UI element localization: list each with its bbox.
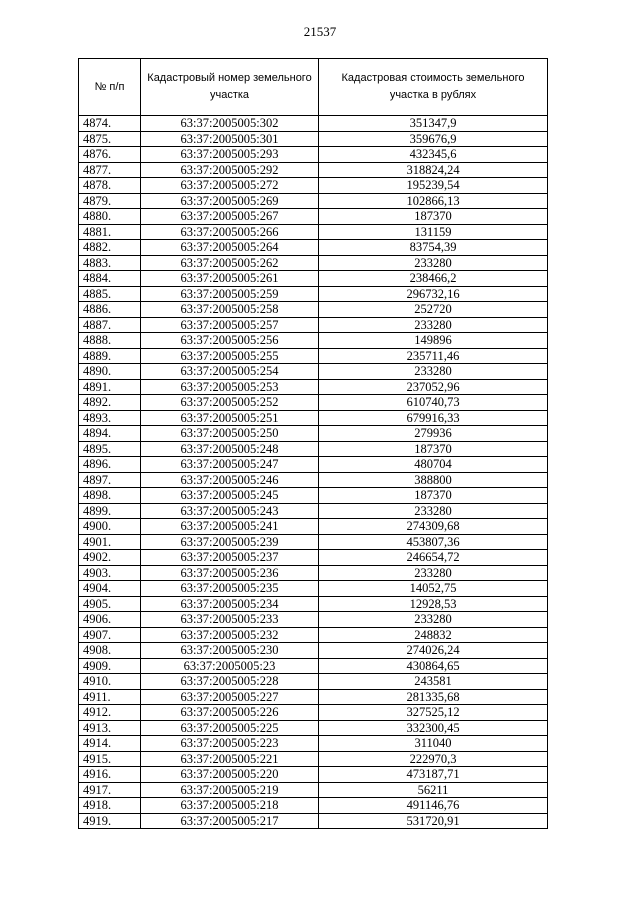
cadastral-value: 12928,53: [319, 596, 548, 612]
cadastral-number: 63:37:2005005:217: [141, 813, 319, 829]
cadastral-value: 243581: [319, 674, 548, 690]
table-header-row: [79, 59, 548, 116]
row-number: 4882.: [79, 240, 141, 256]
cadastral-number: 63:37:2005005:221: [141, 751, 319, 767]
row-number: 4919.: [79, 813, 141, 829]
row-number: 4888.: [79, 333, 141, 349]
cadastral-number: 63:37:2005005:253: [141, 379, 319, 395]
row-number: 4896.: [79, 457, 141, 473]
table-row: [79, 255, 548, 271]
cadastral-number: 63:37:2005005:246: [141, 472, 319, 488]
table-row: [79, 519, 548, 535]
cadastral-table: [78, 58, 548, 829]
table-row: [79, 395, 548, 411]
table-row: [79, 302, 548, 318]
table-row: [79, 767, 548, 783]
cadastral-value: 246654,72: [319, 550, 548, 566]
header-cadastral-number: Кадастровый номер земельного участка: [141, 59, 319, 116]
table-row: [79, 798, 548, 814]
table-row: [79, 581, 548, 597]
cadastral-number: 63:37:2005005:292: [141, 162, 319, 178]
table-row: [79, 705, 548, 721]
cadastral-number: 63:37:2005005:23: [141, 658, 319, 674]
row-number: 4878.: [79, 178, 141, 194]
row-number: 4881.: [79, 224, 141, 240]
table-row: [79, 596, 548, 612]
row-number: 4895.: [79, 441, 141, 457]
cadastral-value: 430864,65: [319, 658, 548, 674]
row-number: 4911.: [79, 689, 141, 705]
cadastral-value: 279936: [319, 426, 548, 442]
cadastral-number: 63:37:2005005:233: [141, 612, 319, 628]
table-row: [79, 286, 548, 302]
table-row: [79, 209, 548, 225]
cadastral-number: 63:37:2005005:228: [141, 674, 319, 690]
row-number: 4913.: [79, 720, 141, 736]
row-number: 4909.: [79, 658, 141, 674]
cadastral-number: 63:37:2005005:225: [141, 720, 319, 736]
cadastral-number: 63:37:2005005:241: [141, 519, 319, 535]
table-row: [79, 736, 548, 752]
cadastral-number: 63:37:2005005:247: [141, 457, 319, 473]
row-number: 4877.: [79, 162, 141, 178]
cadastral-value: 327525,12: [319, 705, 548, 721]
cadastral-number: 63:37:2005005:301: [141, 131, 319, 147]
cadastral-value: 311040: [319, 736, 548, 752]
cadastral-value: 233280: [319, 255, 548, 271]
cadastral-number: 63:37:2005005:236: [141, 565, 319, 581]
cadastral-value: 432345,6: [319, 147, 548, 163]
row-number: 4876.: [79, 147, 141, 163]
cadastral-number: 63:37:2005005:262: [141, 255, 319, 271]
row-number: 4886.: [79, 302, 141, 318]
cadastral-number: 63:37:2005005:220: [141, 767, 319, 783]
cadastral-value: 296732,16: [319, 286, 548, 302]
row-number: 4891.: [79, 379, 141, 395]
row-number: 4900.: [79, 519, 141, 535]
cadastral-value: 238466,2: [319, 271, 548, 287]
cadastral-value: 233280: [319, 364, 548, 380]
row-number: 4893.: [79, 410, 141, 426]
cadastral-number: 63:37:2005005:248: [141, 441, 319, 457]
cadastral-number: 63:37:2005005:266: [141, 224, 319, 240]
cadastral-value: 610740,73: [319, 395, 548, 411]
row-number: 4898.: [79, 488, 141, 504]
row-number: 4912.: [79, 705, 141, 721]
cadastral-value: 679916,33: [319, 410, 548, 426]
table-body: [79, 116, 548, 829]
cadastral-value: 318824,24: [319, 162, 548, 178]
cadastral-number: 63:37:2005005:257: [141, 317, 319, 333]
cadastral-number: 63:37:2005005:252: [141, 395, 319, 411]
row-number: 4894.: [79, 426, 141, 442]
row-number: 4903.: [79, 565, 141, 581]
cadastral-value: 187370: [319, 209, 548, 225]
cadastral-number: 63:37:2005005:293: [141, 147, 319, 163]
cadastral-number: 63:37:2005005:267: [141, 209, 319, 225]
cadastral-value: 233280: [319, 317, 548, 333]
table-row: [79, 426, 548, 442]
table-row: [79, 224, 548, 240]
table-row: [79, 658, 548, 674]
cadastral-number: 63:37:2005005:302: [141, 116, 319, 132]
table-row: [79, 534, 548, 550]
row-number: 4880.: [79, 209, 141, 225]
row-number: 4884.: [79, 271, 141, 287]
table-row: [79, 813, 548, 829]
row-number: 4917.: [79, 782, 141, 798]
cadastral-number: 63:37:2005005:250: [141, 426, 319, 442]
table-row: [79, 674, 548, 690]
cadastral-value: 195239,54: [319, 178, 548, 194]
cadastral-number: 63:37:2005005:245: [141, 488, 319, 504]
table-row: [79, 131, 548, 147]
cadastral-value: 237052,96: [319, 379, 548, 395]
page-number: 21537: [303, 24, 337, 39]
row-number: 4887.: [79, 317, 141, 333]
table-row: [79, 689, 548, 705]
row-number: 4879.: [79, 193, 141, 209]
cadastral-value: 248832: [319, 627, 548, 643]
table-row: [79, 333, 548, 349]
table-row: [79, 782, 548, 798]
table-row: [79, 271, 548, 287]
cadastral-number: 63:37:2005005:234: [141, 596, 319, 612]
cadastral-number: 63:37:2005005:261: [141, 271, 319, 287]
cadastral-number: 63:37:2005005:259: [141, 286, 319, 302]
table-row: [79, 565, 548, 581]
cadastral-number: 63:37:2005005:219: [141, 782, 319, 798]
header-number: № п/п: [79, 59, 141, 116]
table-row: [79, 162, 548, 178]
cadastral-number: 63:37:2005005:223: [141, 736, 319, 752]
cadastral-number: 63:37:2005005:243: [141, 503, 319, 519]
row-number: 4906.: [79, 612, 141, 628]
cadastral-value: 274309,68: [319, 519, 548, 535]
table-row: [79, 364, 548, 380]
cadastral-value: 131159: [319, 224, 548, 240]
cadastral-value: 491146,76: [319, 798, 548, 814]
row-number: 4918.: [79, 798, 141, 814]
cadastral-value: 252720: [319, 302, 548, 318]
row-number: 4905.: [79, 596, 141, 612]
table-row: [79, 116, 548, 132]
table-row: [79, 348, 548, 364]
table-row: [79, 178, 548, 194]
cadastral-value: 233280: [319, 612, 548, 628]
cadastral-value: 473187,71: [319, 767, 548, 783]
cadastral-number: 63:37:2005005:227: [141, 689, 319, 705]
cadastral-number: 63:37:2005005:218: [141, 798, 319, 814]
table-row: [79, 612, 548, 628]
cadastral-value: 56211: [319, 782, 548, 798]
table-row: [79, 720, 548, 736]
cadastral-number: 63:37:2005005:264: [141, 240, 319, 256]
row-number: 4908.: [79, 643, 141, 659]
row-number: 4914.: [79, 736, 141, 752]
table-row: [79, 643, 548, 659]
cadastral-number: 63:37:2005005:232: [141, 627, 319, 643]
cadastral-number: 63:37:2005005:226: [141, 705, 319, 721]
cadastral-number: 63:37:2005005:235: [141, 581, 319, 597]
cadastral-value: 233280: [319, 503, 548, 519]
table-row: [79, 503, 548, 519]
cadastral-value: 388800: [319, 472, 548, 488]
table-row: [79, 550, 548, 566]
cadastral-value: 149896: [319, 333, 548, 349]
cadastral-number: 63:37:2005005:272: [141, 178, 319, 194]
cadastral-number: 63:37:2005005:255: [141, 348, 319, 364]
cadastral-table-container: [78, 58, 547, 829]
row-number: 4907.: [79, 627, 141, 643]
table-row: [79, 317, 548, 333]
cadastral-number: 63:37:2005005:256: [141, 333, 319, 349]
header-cadastral-value: Кадастровая стоимость земельного участка в рублях: [319, 59, 548, 116]
row-number: 4892.: [79, 395, 141, 411]
cadastral-value: 332300,45: [319, 720, 548, 736]
row-number: 4901.: [79, 534, 141, 550]
row-number: 4875.: [79, 131, 141, 147]
cadastral-value: 359676,9: [319, 131, 548, 147]
cadastral-number: 63:37:2005005:251: [141, 410, 319, 426]
table-row: [79, 751, 548, 767]
table-row: [79, 147, 548, 163]
cadastral-number: 63:37:2005005:237: [141, 550, 319, 566]
cadastral-number: 63:37:2005005:254: [141, 364, 319, 380]
row-number: 4916.: [79, 767, 141, 783]
row-number: 4904.: [79, 581, 141, 597]
row-number: 4885.: [79, 286, 141, 302]
row-number: 4899.: [79, 503, 141, 519]
cadastral-value: 187370: [319, 441, 548, 457]
table-row: [79, 488, 548, 504]
cadastral-value: 14052,75: [319, 581, 548, 597]
cadastral-value: 281335,68: [319, 689, 548, 705]
row-number: 4910.: [79, 674, 141, 690]
cadastral-value: 274026,24: [319, 643, 548, 659]
cadastral-number: 63:37:2005005:230: [141, 643, 319, 659]
cadastral-value: 351347,9: [319, 116, 548, 132]
cadastral-number: 63:37:2005005:239: [141, 534, 319, 550]
table-row: [79, 410, 548, 426]
row-number: 4902.: [79, 550, 141, 566]
table-row: [79, 472, 548, 488]
row-number: 4883.: [79, 255, 141, 271]
table-row: [79, 379, 548, 395]
table-row: [79, 441, 548, 457]
row-number: 4889.: [79, 348, 141, 364]
cadastral-number: 63:37:2005005:269: [141, 193, 319, 209]
cadastral-value: 187370: [319, 488, 548, 504]
table-row: [79, 627, 548, 643]
table-row: [79, 457, 548, 473]
cadastral-value: 222970,3: [319, 751, 548, 767]
row-number: 4874.: [79, 116, 141, 132]
cadastral-value: 453807,36: [319, 534, 548, 550]
cadastral-value: 531720,91: [319, 813, 548, 829]
cadastral-value: 235711,46: [319, 348, 548, 364]
cadastral-value: 102866,13: [319, 193, 548, 209]
table-row: [79, 240, 548, 256]
cadastral-value: 233280: [319, 565, 548, 581]
cadastral-value: 83754,39: [319, 240, 548, 256]
cadastral-number: 63:37:2005005:258: [141, 302, 319, 318]
row-number: 4890.: [79, 364, 141, 380]
row-number: 4915.: [79, 751, 141, 767]
cadastral-value: 480704: [319, 457, 548, 473]
row-number: 4897.: [79, 472, 141, 488]
table-row: [79, 193, 548, 209]
